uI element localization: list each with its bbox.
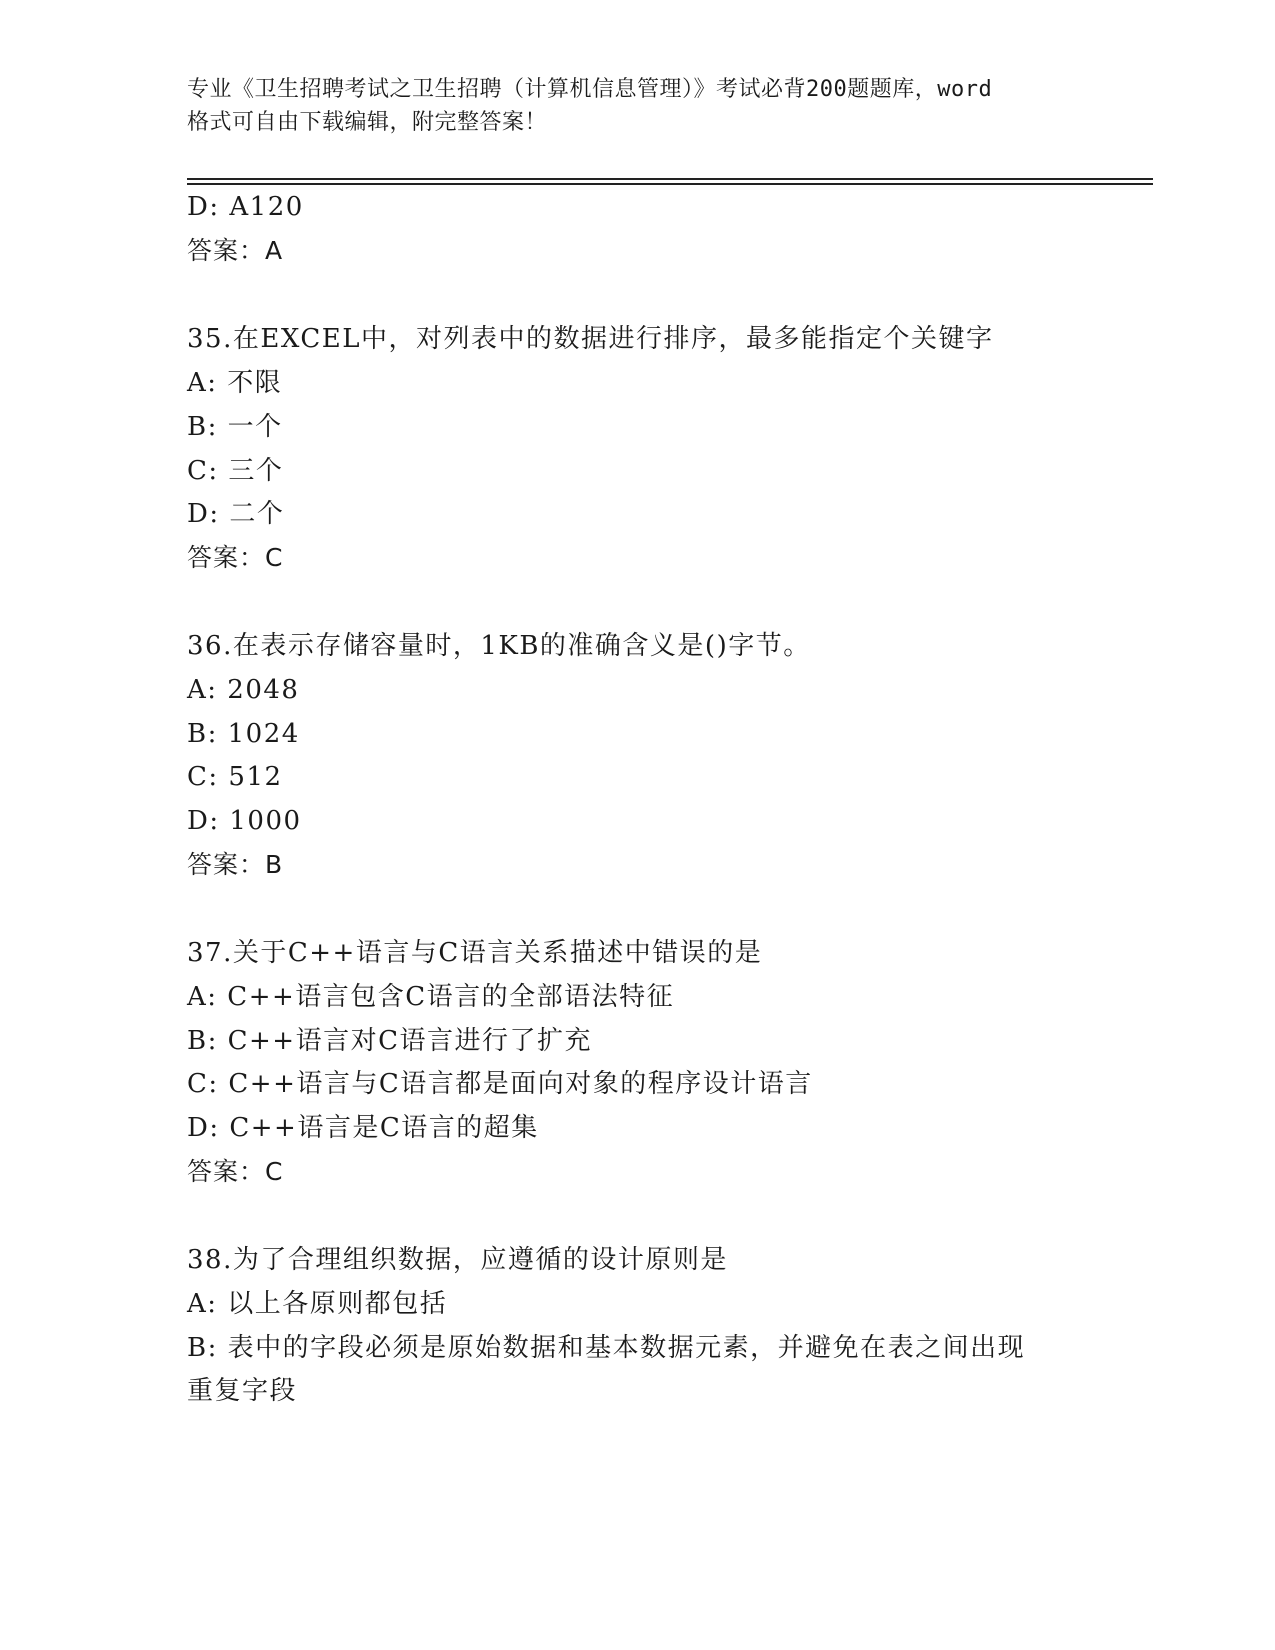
header-divider-top: [187, 178, 1153, 180]
q36-option-a: A: 2048: [187, 675, 300, 705]
q37-option-a: A: C++语言包含C语言的全部语法特征: [187, 982, 675, 1012]
q36-title: 36.在表示存储容量时，1KB的准确含义是()字节。: [187, 631, 811, 661]
q35-option-d: D: 二个: [187, 499, 285, 529]
q36-option-b: B: 1024: [187, 719, 300, 749]
q37-answer: 答案：C: [187, 1157, 284, 1186]
q36-option-d: D: 1000: [187, 806, 302, 836]
q35-option-b: B: 一个: [187, 412, 283, 442]
q36-option-c: C: 512: [187, 762, 283, 792]
q37-option-b: B: C++语言对C语言进行了扩充: [187, 1026, 592, 1056]
document-header: [187, 73, 1087, 139]
q38-option-a: A: 以上各原则都包括: [187, 1289, 448, 1319]
header-line-2: 格式可自由下载编辑，附完整答案！: [187, 110, 548, 135]
header-line-1: 专业《卫生招聘考试之卫生招聘（计算机信息管理）》考试必背200题题库，word: [187, 77, 993, 102]
q35-option-a: A: 不限: [187, 368, 283, 398]
q37-option-d: D: C++语言是C语言的超集: [187, 1113, 539, 1143]
q35-answer: 答案：C: [187, 543, 284, 572]
q35-title: 35.在EXCEL中，对列表中的数据进行排序，最多能指定个关键字: [187, 324, 994, 354]
q36-answer: 答案：B: [187, 850, 284, 879]
q38-title: 38.为了合理组织数据，应遵循的设计原则是: [187, 1245, 728, 1275]
q38-option-b-line-1: B: 表中的字段必须是原始数据和基本数据元素，并避免在表之间出现: [187, 1333, 1026, 1363]
q34-answer: 答案：A: [187, 236, 284, 265]
q37-option-c: C: C++语言与C语言都是面向对象的程序设计语言: [187, 1069, 813, 1099]
q37-title: 37.关于C++语言与C语言关系描述中错误的是: [187, 938, 763, 968]
q34-option-d: D: A120: [187, 192, 304, 222]
q35-option-c: C: 三个: [187, 456, 284, 486]
q38-option-b-line-2: 重复字段: [187, 1376, 298, 1406]
header-divider-bottom: [187, 183, 1153, 185]
